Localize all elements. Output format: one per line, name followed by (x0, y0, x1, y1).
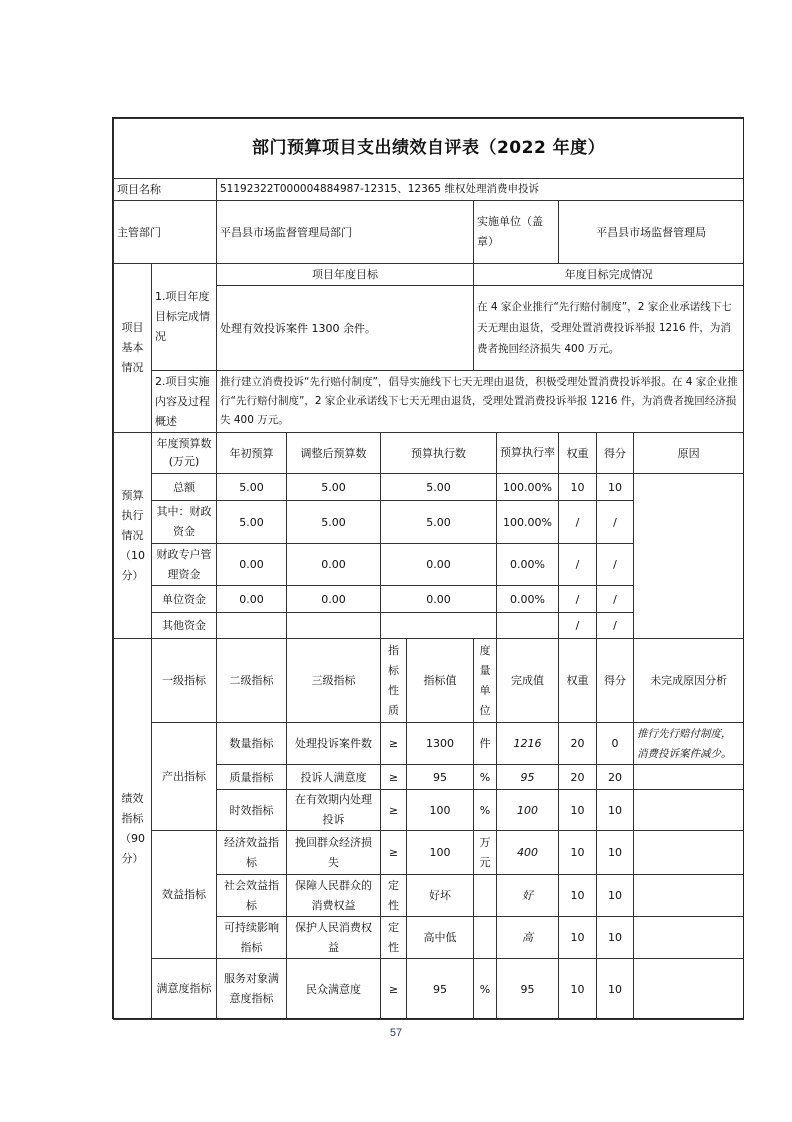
budget-header-rate: 预算执行率 (497, 433, 559, 474)
indicator-row (114, 831, 744, 875)
indicator-score: 10 (597, 917, 634, 959)
indicator-unit: 件 (474, 723, 497, 765)
level2-indicator: 社会效益指标 (217, 875, 287, 917)
impl-content-text: 推行建立消费投诉“先行赔付制度”，倡导实施线下七天无理由退货，积极受理处置消费投诉举报。在 4 家企业推行“先行赔付制度”，2 家企业承诺线下七天无理由退货，受理处置消费投诉举报 1216 件，为消费者挽回经济损失 400 万元。 (217, 371, 744, 433)
perf-header-weight: 权重 (559, 639, 597, 723)
indicator-nature: 定性 (381, 875, 407, 917)
budget-header-weight: 权重 (559, 433, 597, 474)
goal-completion-text: 在 4 家企业推行“先行赔付制度”，2 家企业承诺线下七天无理由退货，受理处置消费投诉举报 1216 件，为消费者挽回经济损失 400 万元。 (474, 286, 744, 371)
budget-initial: 0.00 (217, 544, 287, 586)
performance-section-label: 绩效指标（90分） (114, 639, 152, 1020)
indicator-reason (634, 831, 744, 875)
completion-header: 年度目标完成情况 (474, 264, 744, 286)
perf-header-level1: 一级指标 (152, 639, 217, 723)
budget-header-score: 得分 (597, 433, 634, 474)
indicator-actual: 100 (497, 790, 559, 831)
indicator-score: 10 (597, 831, 634, 875)
impl-unit-label: 实施单位（盖章） (474, 201, 559, 264)
budget-rate: 0.00% (497, 544, 559, 586)
indicator-nature: ≥ (381, 831, 407, 875)
indicator-reason (634, 959, 744, 1020)
budget-executed: 5.00 (381, 474, 497, 501)
indicator-nature: ≥ (381, 790, 407, 831)
indicator-reason (634, 917, 744, 959)
budget-executed: 0.00 (381, 544, 497, 586)
budget-score: / (597, 613, 634, 639)
indicator-score: 10 (597, 959, 634, 1020)
perf-header-reason: 未完成原因分析 (634, 639, 744, 723)
indicator-actual: 好 (497, 875, 559, 917)
impl-content-label: 2.项目实施内容及过程概述 (152, 371, 217, 433)
budget-weight: 10 (559, 474, 597, 501)
level3-indicator: 投诉人满意度 (287, 765, 381, 790)
dept-value: 平昌县市场监督管理局部门 (217, 201, 474, 264)
perf-header-actual: 完成值 (497, 639, 559, 723)
indicator-weight: 20 (559, 765, 597, 790)
budget-executed (381, 613, 497, 639)
budget-weight: / (559, 544, 597, 586)
level2-indicator: 质量指标 (217, 765, 287, 790)
budget-weight: / (559, 586, 597, 613)
budget-weight: / (559, 501, 597, 544)
budget-weight: / (559, 613, 597, 639)
perf-header-nature: 指标性质 (381, 639, 407, 723)
indicator-actual: 95 (497, 765, 559, 790)
level3-indicator: 保护人民消费权益 (287, 917, 381, 959)
indicator-target: 100 (407, 790, 474, 831)
level3-indicator: 在有效期内处理投诉 (287, 790, 381, 831)
perf-header-level2: 二级指标 (217, 639, 287, 723)
indicator-unit: % (474, 765, 497, 790)
indicator-target: 100 (407, 831, 474, 875)
indicator-target: 95 (407, 959, 474, 1020)
page-title: 部门预算项目支出绩效自评表（2022 年度） (114, 119, 744, 179)
indicator-unit: % (474, 959, 497, 1020)
project-name-label: 项目名称 (114, 179, 217, 201)
level3-indicator: 处理投诉案件数 (287, 723, 381, 765)
dept-label: 主管部门 (114, 201, 217, 264)
budget-initial: 5.00 (217, 474, 287, 501)
indicator-weight: 20 (559, 723, 597, 765)
indicator-score: 0 (597, 723, 634, 765)
budget-reason-cell (634, 474, 744, 639)
indicator-actual: 1216 (497, 723, 559, 765)
indicator-nature: ≥ (381, 959, 407, 1020)
budget-adjusted: 0.00 (287, 544, 381, 586)
perf-header-level3: 三级指标 (287, 639, 381, 723)
budget-rate: 100.00% (497, 501, 559, 544)
perf-header-score: 得分 (597, 639, 634, 723)
indicator-actual: 400 (497, 831, 559, 875)
perf-header-target: 指标值 (407, 639, 474, 723)
indicator-actual: 95 (497, 959, 559, 1020)
budget-rate: 0.00% (497, 586, 559, 613)
indicator-score: 10 (597, 790, 634, 831)
impl-unit-value: 平昌县市场监督管理局 (559, 201, 744, 264)
indicator-unit: 万元 (474, 831, 497, 875)
budget-executed: 0.00 (381, 586, 497, 613)
budget-row-label: 单位资金 (152, 586, 217, 613)
indicator-row (114, 959, 744, 1020)
indicator-nature: ≥ (381, 723, 407, 765)
budget-row-label: 其中：财政资金 (152, 501, 217, 544)
budget-score: / (597, 501, 634, 544)
goal-row-label: 1.项目年度目标完成情况 (152, 264, 217, 371)
annual-goal-text: 处理有效投诉案件 1300 余件。 (217, 286, 474, 371)
indicator-reason (634, 875, 744, 917)
performance-self-evaluation-table (113, 118, 744, 1020)
budget-initial (217, 613, 287, 639)
budget-row (114, 474, 744, 501)
perf-header-unit: 度量单位 (474, 639, 497, 723)
indicator-unit: % (474, 790, 497, 831)
budget-score: / (597, 544, 634, 586)
level2-indicator: 数量指标 (217, 723, 287, 765)
level2-indicator: 经济效益指标 (217, 831, 287, 875)
indicator-unit (474, 875, 497, 917)
budget-row-label: 其他资金 (152, 613, 217, 639)
indicator-target: 1300 (407, 723, 474, 765)
level3-indicator: 民众满意度 (287, 959, 381, 1020)
budget-executed: 5.00 (381, 501, 497, 544)
budget-score: / (597, 586, 634, 613)
indicator-weight: 10 (559, 831, 597, 875)
indicator-row (114, 723, 744, 765)
indicator-weight: 10 (559, 917, 597, 959)
indicator-nature: ≥ (381, 765, 407, 790)
basic-info-section-label: 项目基本情况 (114, 264, 152, 433)
budget-header-adjusted: 调整后预算数 (287, 433, 381, 474)
indicator-unit (474, 917, 497, 959)
level1-indicator: 效益指标 (152, 831, 217, 959)
budget-row-label: 总额 (152, 474, 217, 501)
indicator-target: 95 (407, 765, 474, 790)
indicator-reason: 推行先行赔付制度，消费投诉案件减少。 (634, 723, 744, 765)
project-name-value: 51192322T000004884987-12315、12365 维权处理消费申投诉 (217, 179, 744, 201)
budget-rate (497, 613, 559, 639)
indicator-nature: 定性 (381, 917, 407, 959)
page-number: 57 (389, 1027, 403, 1039)
budget-rate: 100.00% (497, 474, 559, 501)
budget-adjusted: 5.00 (287, 474, 381, 501)
level3-indicator: 挽回群众经济损失 (287, 831, 381, 875)
budget-header-annual: 年度预算数(万元) (152, 433, 217, 474)
level2-indicator: 可持续影响指标 (217, 917, 287, 959)
indicator-reason (634, 765, 744, 790)
budget-initial: 0.00 (217, 586, 287, 613)
level1-indicator: 产出指标 (152, 723, 217, 831)
indicator-target: 好坏 (407, 875, 474, 917)
indicator-weight: 10 (559, 790, 597, 831)
budget-row-label: 财政专户管理资金 (152, 544, 217, 586)
indicator-target: 高中低 (407, 917, 474, 959)
goal-header: 项目年度目标 (217, 264, 474, 286)
budget-header-initial: 年初预算 (217, 433, 287, 474)
level3-indicator: 保障人民群众的消费权益 (287, 875, 381, 917)
budget-adjusted: 5.00 (287, 501, 381, 544)
level1-indicator: 满意度指标 (152, 959, 217, 1020)
budget-initial: 5.00 (217, 501, 287, 544)
budget-adjusted: 0.00 (287, 586, 381, 613)
level2-indicator: 服务对象满意度指标 (217, 959, 287, 1020)
indicator-score: 10 (597, 875, 634, 917)
budget-adjusted (287, 613, 381, 639)
indicator-weight: 10 (559, 875, 597, 917)
budget-section-label: 预算执行情况（10分） (114, 433, 152, 639)
indicator-actual: 高 (497, 917, 559, 959)
indicator-reason (634, 790, 744, 831)
budget-header-executed: 预算执行数 (381, 433, 497, 474)
level2-indicator: 时效指标 (217, 790, 287, 831)
indicator-weight: 10 (559, 959, 597, 1020)
budget-header-reason: 原因 (634, 433, 744, 474)
budget-score: 10 (597, 474, 634, 501)
indicator-score: 20 (597, 765, 634, 790)
